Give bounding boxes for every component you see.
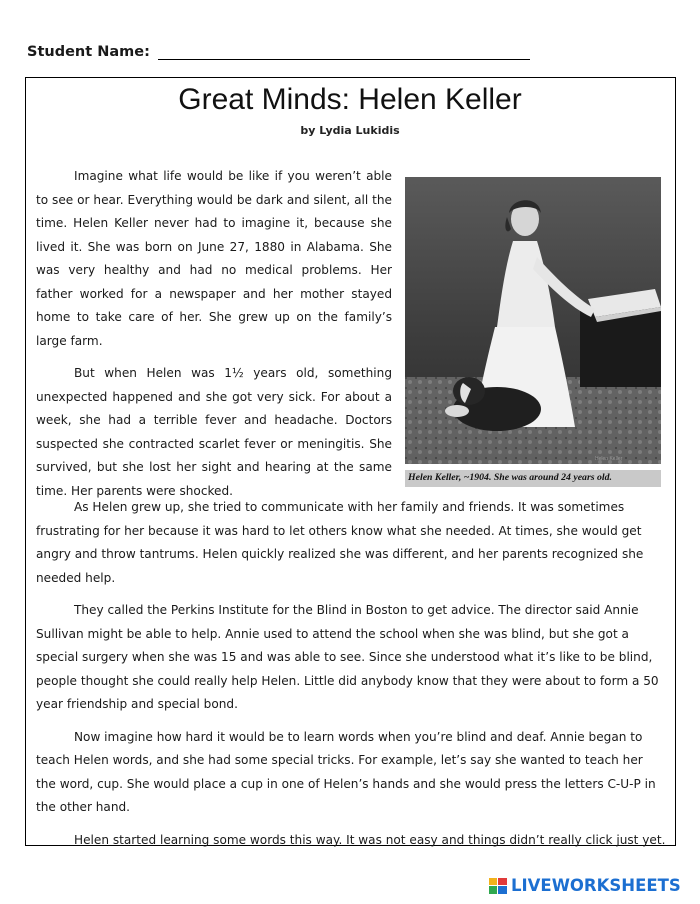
paragraph: But when Helen was 1½ years old, something unexpected happened and she got very sick. For about a week, she had a terrible fever and headache. Doctors suspected she contracted scarlet fever or meningitis. She survived, but she lost her sight and hearing at the same time. Her parents were shocked. <box>36 366 392 498</box>
article-title: Great Minds: Helen Keller <box>178 83 522 116</box>
svg-text:Helen Keller: Helen Keller <box>595 456 623 462</box>
paragraph: As Helen grew up, she tried to communicate with her family and friends. It was sometimes frustrating for her because it was hard to let others know what she needed. At times, she would get angry and throw tantrums. Helen quickly realized she was different, and her parents recognized she needed help. <box>36 500 644 585</box>
student-name-label: Student Name: <box>27 44 150 60</box>
article-byline: by Lydia Lukidis <box>300 124 400 137</box>
liveworksheets-logo <box>489 876 681 895</box>
student-name-row <box>27 44 530 60</box>
liveworksheets-logo-text: LIVEWORKSHEETS <box>511 876 681 895</box>
helen-keller-photo <box>405 177 661 464</box>
portrait-photo-illustration <box>405 177 661 464</box>
paragraph: Now imagine how hard it would be to learn words when you’re blind and deaf. Annie began to teach Helen words, and she had some special tricks. For example, let’s say she wanted to teach her the word, cup. She would place a cup in one of Helen’s hands and she would press the letters C-U-P in the other hand. <box>36 729 656 814</box>
paragraph: Helen started learning some words this way. It was not easy and things didn’t really click just yet. <box>74 832 666 847</box>
photo-caption: Helen Keller, ~1904. She was around 24 years old. <box>408 472 612 483</box>
liveworksheets-logo-icon <box>489 878 507 894</box>
paragraph: Imagine what life would be like if you weren’t able to see or hear. Everything would be dark and silent, all the time. Helen Keller never had to imagine it, because she lived it. She was born on June 27, 1880 in Alabama. She was very healthy and had no medical problems. Her father worked for a newspaper and her mother stayed home to take care of her. She grew up on the family’s large farm. <box>36 169 392 348</box>
paragraph: They called the Perkins Institute for the Blind in Boston to get advice. The director said Annie Sullivan might be able to help. Annie used to attend the school when she was blind, but she got a special surgery when she was 15 and was able to see. Since she understood what it’s like to be blind, people thought she could really help Helen. Little did anybody know that they were about to form a 50 year friendship and special bond. <box>36 603 659 711</box>
text-full-width <box>36 496 666 861</box>
student-name-blank-line[interactable] <box>158 45 530 60</box>
text-column-beside-photo <box>36 165 392 512</box>
